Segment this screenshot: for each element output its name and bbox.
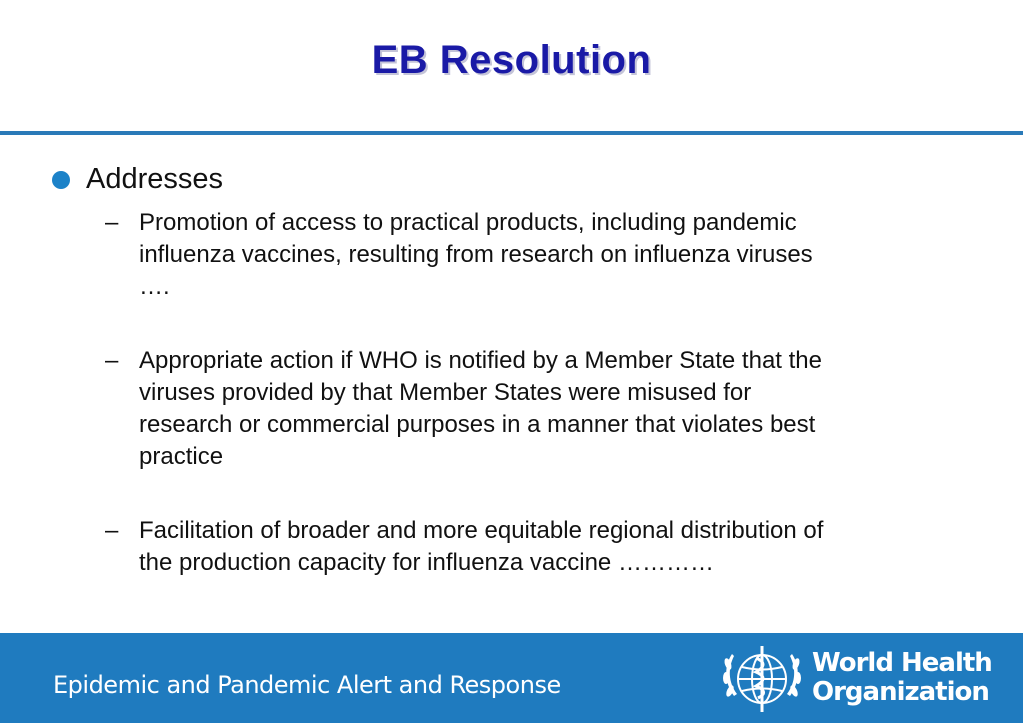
bullet-dot-icon: [52, 171, 70, 189]
sub-item-appropriate-action: [105, 345, 985, 473]
dash-marker: –: [105, 517, 119, 544]
footer-program-title: Epidemic and Pandemic Alert and Response: [53, 671, 561, 699]
bullet-item: [52, 163, 223, 196]
sub-item-line: Facilitation of broader and more equitable regional distribution of: [139, 517, 824, 544]
bullet-label: Addresses: [86, 163, 224, 195]
sub-item-line: ….: [139, 273, 170, 300]
sub-item-line: practice: [139, 443, 224, 470]
who-wordmark: [812, 649, 992, 707]
sub-item-promotion: [105, 207, 985, 303]
sub-item-line: influenza vaccines, resulting from research on influenza viruses: [139, 241, 813, 268]
sub-item-facilitation: [105, 515, 985, 579]
sub-item-line: the production capacity for influenza vaccine …………: [139, 549, 714, 576]
slide-title: EB Resolution: [371, 38, 652, 82]
sub-item-line: viruses provided by that Member States were misused for: [139, 379, 752, 406]
sub-item-line: Appropriate action if WHO is notified by a Member State that the: [139, 347, 822, 374]
title-divider: [0, 131, 1023, 135]
sub-item-line: research or commercial purposes in a manner that violates best: [139, 411, 816, 438]
who-emblem-icon: [718, 638, 806, 718]
org-name-line2: Organization: [812, 677, 989, 707]
dash-marker: –: [105, 209, 119, 236]
sub-item-line: Promotion of access to practical products, including pandemic: [139, 209, 797, 236]
dash-marker: –: [105, 347, 119, 374]
footer-bar: [0, 633, 1023, 723]
org-name-line1: World Health: [812, 648, 992, 678]
